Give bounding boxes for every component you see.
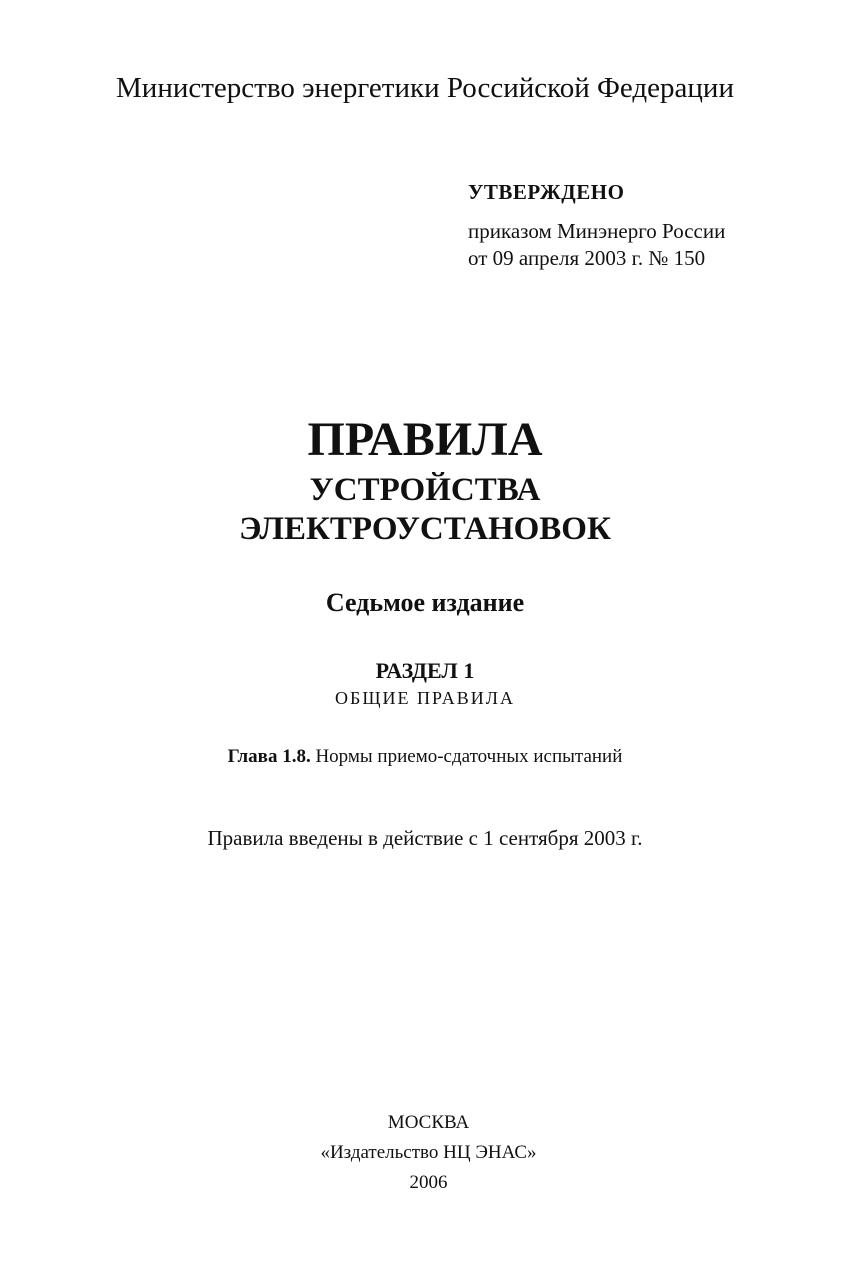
imprint-publisher: «Издательство НЦ ЭНАС» bbox=[320, 1142, 537, 1163]
document-title: ПРАВИЛА bbox=[307, 413, 543, 466]
approval-order: приказом Минэнерго России bbox=[468, 219, 726, 243]
document-subtitle-line1: УСТРОЙСТВА bbox=[309, 472, 541, 508]
section-number: РАЗДЕЛ 1 bbox=[375, 658, 475, 683]
ministry-name: Министерство энергетики Российской Федерации bbox=[116, 72, 734, 104]
effective-date-note: Правила введены в действие с 1 сентября 2003 г. bbox=[207, 826, 643, 850]
imprint-city: МОСКВА bbox=[387, 1112, 470, 1133]
document-subtitle-line2: ЭЛЕКТРОУСТАНОВОК bbox=[239, 511, 611, 547]
imprint-year: 2006 bbox=[409, 1172, 448, 1193]
approval-title: УТВЕРЖДЕНО bbox=[468, 180, 625, 204]
chapter-label: Глава 1.8. bbox=[227, 746, 311, 767]
approval-date: от 09 апреля 2003 г. № 150 bbox=[468, 246, 706, 270]
section-name: ОБЩИЕ ПРАВИЛА bbox=[335, 688, 515, 708]
chapter-heading bbox=[0, 746, 850, 768]
edition-label: Седьмое издание bbox=[325, 588, 525, 617]
approval-block bbox=[468, 180, 725, 271]
chapter-name: Нормы приемо-сдаточных испытаний bbox=[310, 746, 623, 767]
